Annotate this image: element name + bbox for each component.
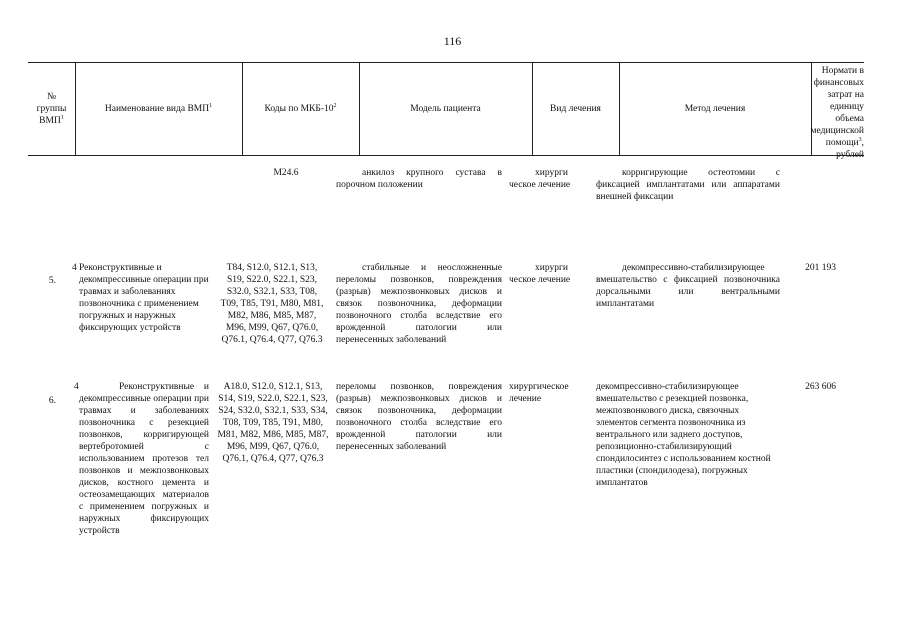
cell-model: анкилоз крупного сустава в порочном положении — [336, 168, 502, 190]
cell-treatment-type: хирурги ческое лечение — [509, 263, 571, 285]
header-model: Модель пациента — [410, 104, 481, 114]
header-method: Метод лечения — [684, 104, 746, 114]
cell-name: Реконструктивные и декомпрессивные операции при травмах и заболеваниях позвоночника с применением погружных и наружных фиксирующих устройств — [79, 263, 209, 333]
header-codes: Коды по МКБ-$10^2$ — [264, 102, 337, 114]
cell-treatment-type: хирургическое лечение — [509, 382, 569, 404]
cell-model: переломы позвонков, повреждения (разрыв) межпозвонковых дисков и связок позвоночника, деформации позвоночного столба вследствие его врожденной патологии или перенесенных заболеваний — [336, 382, 502, 452]
cell-method: декомпрессивно-стабилизирующее вмешательство с фиксацией позвоночника дорсальными или вентральными имплантатами — [596, 263, 780, 309]
cell-group-id: 4 — [74, 382, 79, 392]
cell-method: корригирующие остеотомии с фиксацией имплантатами или аппаратами внешней фиксации — [596, 168, 780, 202]
page-number: 116 — [443, 34, 462, 48]
cell-num: 5. — [48, 276, 56, 286]
cell-model: стабильные и неосложненные переломы позвонков, повреждения (разрыв) межпозвонковых дисков и связок позвоночника, деформации позвоночного столба вследствие его врожденной патологии или перенесенных заболеваний — [336, 263, 502, 345]
cell-name: Реконструктивные и декомпрессивные операции при травмах и заболеваниях позвоночника с резекцией позвонков, корригирующей вертебротомией с использованием протезов тел позвонков и межпозвонковых дисков, костного цемента и остеозамещающих материалов с применением погружных и наружных фиксирующих устройств — [79, 382, 209, 536]
header-treatment-type: Вид лечения — [550, 104, 601, 114]
header-name: Наименование вида ВМП$^1$ — [104, 102, 213, 114]
cell-codes: A18.0, S12.0, S12.1, S13, S14, S19, S22.0, S22.1, S23, S24, S32.0, S32.1, S33, S34, T08, T09, T85, T91, M80, M81, M82, M86, M85, M87, M96, M99, Q67, Q76.0, Q76.1, Q76.4, Q77, Q76.3 — [217, 382, 329, 464]
cell-codes: T84, S12.0, S12.1, S13, S19, S22.0, S22.1, S23, S32.0, S32.1, S33, T08, T09, T85, T91, M80, M81, M82, M86, M85, M87, M96, M99, Q67, Q76.0, Q76.1, Q76.4, Q77, Q76.3 — [220, 263, 324, 345]
header-group-no: № группы ВМП$^1$ — [36, 92, 67, 126]
cell-group-id: 4 — [72, 263, 77, 273]
header-norms: Нормати в финансовых затрат на единицу объема медицинской помощи$^3$, рублей — [810, 66, 865, 160]
cell-cost: 201 193 — [805, 263, 836, 273]
cell-cost: 263 606 — [805, 382, 836, 392]
cell-num: 6. — [48, 396, 56, 406]
table-header — [28, 62, 865, 160]
cell-treatment-type: хирурги ческое лечение — [509, 168, 571, 190]
cell-codes: M24.6 — [273, 168, 299, 178]
cell-method: декомпрессивно-стабилизирующее вмешательство с резекцией позвонка, межпозвонкового диска, связочных элементов сегмента позвоночника из вентрального или заднего доступов, репозиционно-стабилизирующий спондилосинтез с использованием костной пластики (спондилодеза), погружных имплантатов — [596, 382, 771, 488]
